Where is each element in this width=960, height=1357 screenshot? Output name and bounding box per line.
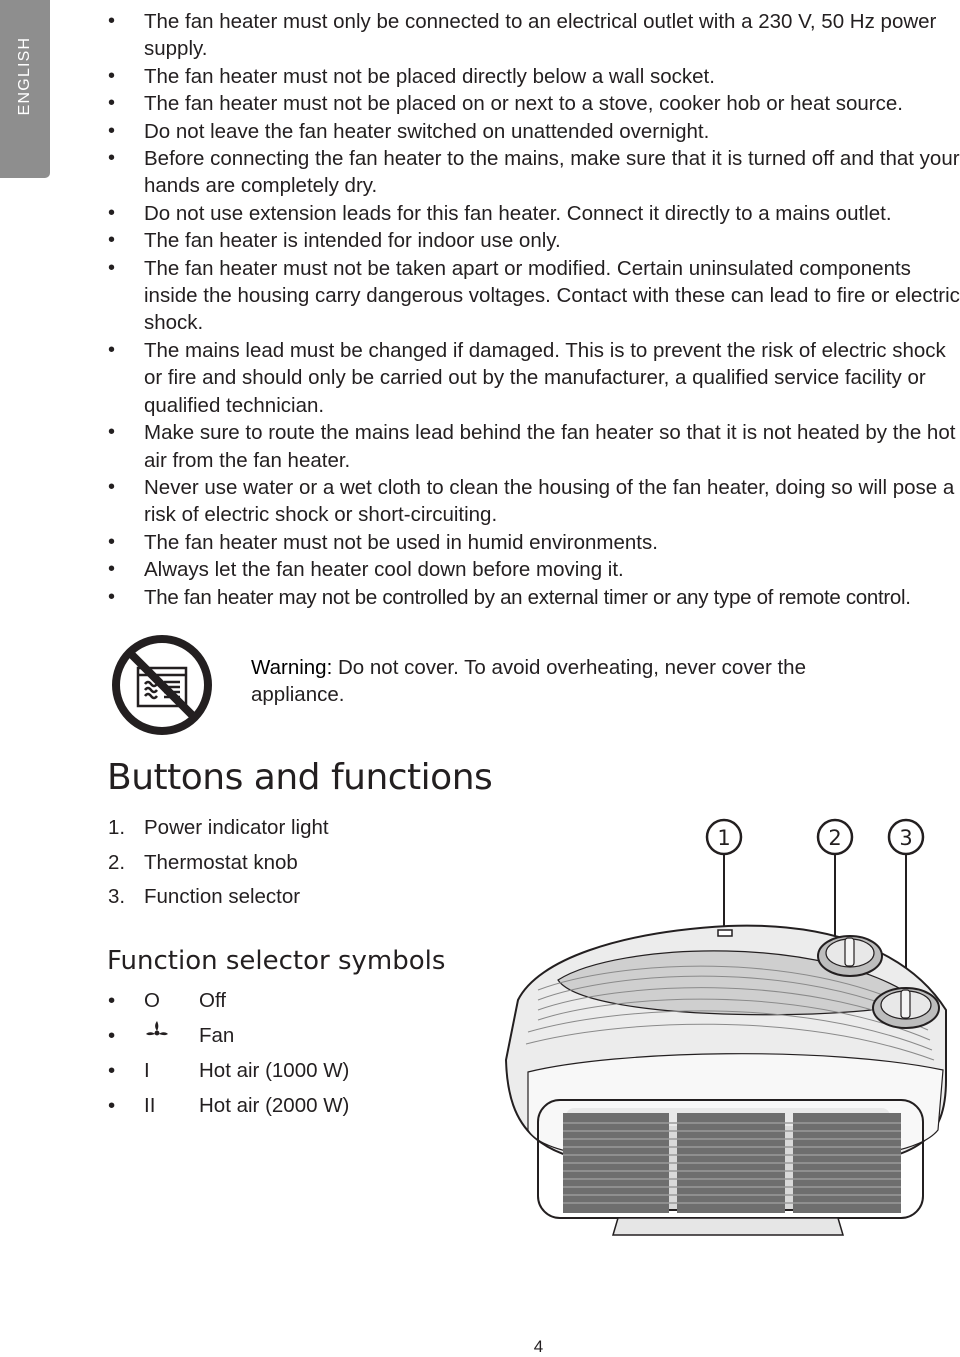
item-label: Function selector <box>144 885 301 909</box>
symbols-list <box>108 984 349 1123</box>
symbol: O <box>144 989 160 1013</box>
list-item: • The fan heater must not be placed on or next to a stove, cooker hob or heat source. <box>108 90 960 117</box>
page-number: 4 <box>533 1337 544 1356</box>
svg-text:3: 3 <box>899 826 913 850</box>
warning-text: Do not cover. To avoid overheating, never cover the appliance. <box>251 656 806 707</box>
symbol: II <box>144 1093 156 1117</box>
callout-2 <box>818 820 852 854</box>
symbol-label: Off <box>199 989 226 1013</box>
list-item: • II Hot air (2000 W) <box>108 1093 350 1117</box>
section-title: Buttons and functions <box>107 757 493 798</box>
list-item: • The fan heater must not be taken apart or modified. Certain uninsulated components inside the housing carry dangerous voltages. Contact with these can lead to fire or electric shock. <box>108 255 960 337</box>
symbol-label: Hot air (1000 W) <box>199 1058 350 1082</box>
list-item: • The fan heater may not be controlled by an external timer or any type of remote control. <box>108 584 960 611</box>
safety-instructions-list <box>108 8 960 611</box>
list-item <box>108 811 329 846</box>
item-number: 2. <box>108 850 126 874</box>
symbol: I <box>144 1058 150 1082</box>
list-item: • The fan heater is intended for indoor use only. <box>108 227 960 254</box>
list-item: • Before connecting the fan heater to the mains, make sure that it is turned off and that your hands are completely dry. <box>108 145 960 200</box>
list-item <box>108 846 329 881</box>
list-item: • I Hot air (1000 W) <box>108 1058 350 1082</box>
list-item: • Fan <box>108 1019 349 1054</box>
list-item <box>108 880 329 915</box>
list-item: • O Off <box>108 989 226 1013</box>
fan-heater-diagram <box>498 810 956 1255</box>
item-label: Thermostat knob <box>144 850 298 874</box>
symbol-label: Hot air (2000 W) <box>199 1093 350 1117</box>
list-item: • Do not use extension leads for this fan heater. Connect it directly to a mains outlet. <box>108 200 960 227</box>
list-item: • Never use water or a wet cloth to clean the housing of the fan heater, doing so will pose a risk of electric shock or short-circuiting. <box>108 474 960 529</box>
subsection-title: Function selector symbols <box>107 946 446 976</box>
symbol-label: Fan <box>199 1024 235 1048</box>
item-number: 3. <box>108 885 126 909</box>
warning-label: Warning: <box>251 656 333 679</box>
list-item: • The fan heater must not be used in humid environments. <box>108 529 960 556</box>
svg-text:1: 1 <box>717 826 731 850</box>
list-item: • The mains lead must be changed if damaged. This is to prevent the risk of electric shock or fire and should only be carried out by the manufacturer, a qualified service facility or qualified technician. <box>108 337 960 419</box>
callout-3 <box>889 820 923 854</box>
list-item: • The fan heater must only be connected to an electrical outlet with a 230 V, 50 Hz power supply. <box>108 8 960 63</box>
list-item: • Make sure to route the mains lead behind the fan heater so that it is not heated by the hot air from the fan heater. <box>108 419 960 474</box>
fan-icon <box>144 1020 170 1046</box>
callout-1 <box>707 820 741 854</box>
list-item: • Do not leave the fan heater switched on unattended overnight. <box>108 118 960 145</box>
list-item: • Always let the fan heater cool down before moving it. <box>108 556 960 583</box>
language-tab <box>0 0 50 178</box>
svg-text:2: 2 <box>828 826 842 850</box>
warning-note <box>251 654 851 709</box>
do-not-cover-icon <box>108 634 216 741</box>
list-item: • The fan heater must not be placed directly below a wall socket. <box>108 63 960 90</box>
buttons-list <box>108 811 329 915</box>
language-tab-label: ENGLISH <box>16 36 33 116</box>
item-label: Power indicator light <box>144 816 329 839</box>
item-number: 1. <box>108 816 126 839</box>
